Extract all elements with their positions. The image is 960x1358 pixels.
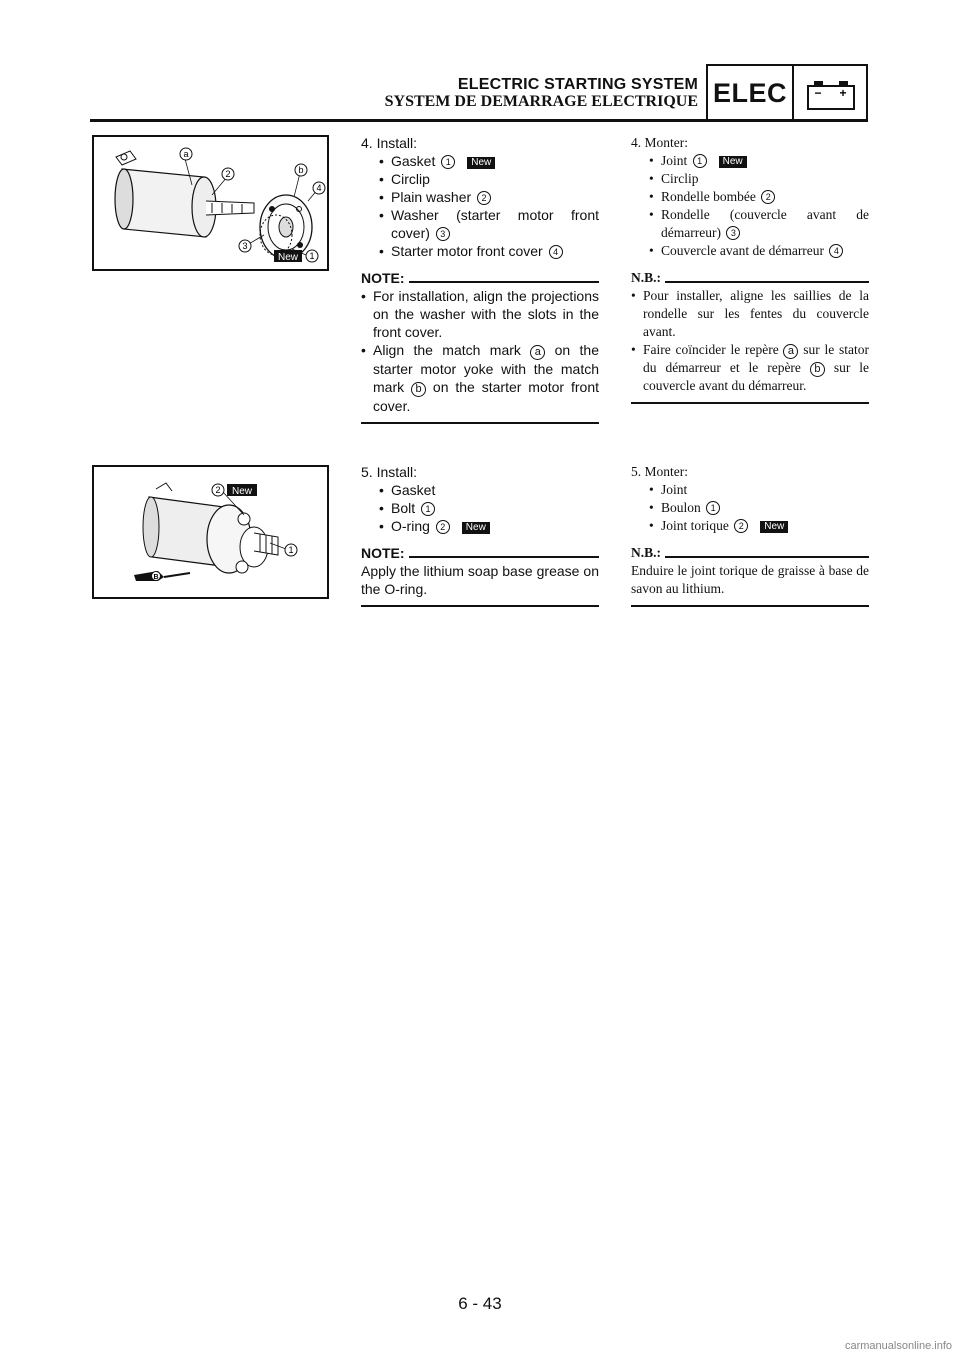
svg-text:2: 2 xyxy=(215,485,221,495)
svg-text:3: 3 xyxy=(242,241,248,251)
step5-fr xyxy=(631,463,869,607)
new-badge: New xyxy=(462,522,490,534)
note-end-rule xyxy=(361,605,599,607)
list-item: • Bolt 1 xyxy=(361,499,599,517)
starter-motor-oring-illustration xyxy=(94,467,327,597)
list-item: • Joint torique 2 New xyxy=(631,517,869,535)
svg-text:b: b xyxy=(298,165,304,175)
figure-starter-front-cover xyxy=(92,135,329,271)
section-title-en: ELECTRIC STARTING SYSTEM xyxy=(457,76,698,93)
battery-minus: − xyxy=(814,86,822,100)
step5-en-heading: 5. Install: xyxy=(361,464,418,480)
watermark: carmanualsonline.info xyxy=(844,1340,952,1352)
note-text: Apply the lithium soap base grease on the O-ring. xyxy=(361,563,599,597)
battery-plus: + xyxy=(839,86,847,100)
list-item: • Couvercle avant de démarreur 4 xyxy=(631,242,869,260)
new-badge: New xyxy=(231,486,253,497)
list-item: • Starter motor front cover 4 xyxy=(361,242,599,260)
page-number: 6 - 43 xyxy=(458,1294,502,1313)
callout-1 xyxy=(306,250,318,262)
note-item: • Pour installer, aligne les saillies de la rondelle sur les fentes du couvercle avant. xyxy=(631,287,869,341)
nb-body xyxy=(631,287,869,395)
section-code: ELEC xyxy=(708,66,794,120)
list-item: • Washer (starter motor front cover) 3 xyxy=(361,206,599,242)
new-badge: New xyxy=(467,157,495,169)
note-text: Enduire le joint torique de graisse à base de savon au lithium. xyxy=(631,563,869,596)
new-badge: New xyxy=(760,521,788,533)
callout-4 xyxy=(313,182,325,194)
list-item: • Plain washer 2 xyxy=(361,188,599,206)
step5-fr-heading: 5. Monter: xyxy=(631,464,688,479)
step4-en-heading: 4. Install: xyxy=(361,135,418,151)
step4-fr xyxy=(631,134,869,404)
starter-motor-exploded-illustration xyxy=(94,137,327,269)
list-item: • Rondelle (couvercle avant de démarreur) 3 xyxy=(631,206,869,242)
callout-a xyxy=(180,148,192,160)
step4-fr-parts xyxy=(631,152,869,260)
list-item: • Joint 1 New xyxy=(631,152,869,170)
note-item: • For installation, align the projections on the washer with the slots in the front cover. xyxy=(361,287,599,341)
list-item: • Gasket xyxy=(361,481,599,499)
grease-symbol: B xyxy=(153,574,159,581)
svg-text:1: 1 xyxy=(309,251,315,261)
svg-text:4: 4 xyxy=(316,183,322,193)
note-end-rule xyxy=(631,402,869,404)
step4-en-parts xyxy=(361,152,599,260)
note-end-rule xyxy=(361,422,599,424)
step4-en xyxy=(361,134,599,424)
list-item: • Boulon 1 xyxy=(631,499,869,517)
note-item: • Align the match mark a on the starter motor yoke with the match mark b on the starter motor front cover. xyxy=(361,341,599,415)
svg-text:1: 1 xyxy=(288,545,294,555)
battery-icon xyxy=(806,79,856,111)
list-item: • O-ring 2 New xyxy=(361,517,599,535)
list-item: • Circlip xyxy=(361,170,599,188)
step5-en xyxy=(361,463,599,607)
new-badge: New xyxy=(719,156,747,168)
figure-starter-oring xyxy=(92,465,329,599)
step4-fr-heading: 4. Monter: xyxy=(631,135,688,150)
list-item: • Rondelle bombée 2 xyxy=(631,188,869,206)
callout-3 xyxy=(239,240,251,252)
step5-fr-parts xyxy=(631,481,869,535)
section-tab xyxy=(706,64,868,122)
note-item: • Faire coïncider le repère a sur le stator du démarreur et le repère b sur le couvercle avant du démarreur. xyxy=(631,341,869,395)
section-title-fr: SYSTEM DE DEMARRAGE ELECTRIQUE xyxy=(384,93,698,110)
step5-en-parts xyxy=(361,481,599,535)
callout-2 xyxy=(212,484,224,496)
nb-header: N.B.: xyxy=(631,544,869,562)
list-item: • Joint xyxy=(631,481,869,499)
list-item: • Gasket 1 New xyxy=(361,152,599,170)
new-badge: New xyxy=(277,252,299,263)
callout-1 xyxy=(285,544,297,556)
nb-header: N.B.: xyxy=(631,269,869,287)
note-header: NOTE: xyxy=(361,269,599,287)
list-item: • Circlip xyxy=(631,170,869,188)
svg-text:2: 2 xyxy=(225,169,231,179)
svg-text:a: a xyxy=(183,149,189,159)
callout-2 xyxy=(222,168,234,180)
note-end-rule xyxy=(631,605,869,607)
note-body xyxy=(361,287,599,415)
note-header: NOTE: xyxy=(361,544,599,562)
callout-b xyxy=(295,164,307,176)
